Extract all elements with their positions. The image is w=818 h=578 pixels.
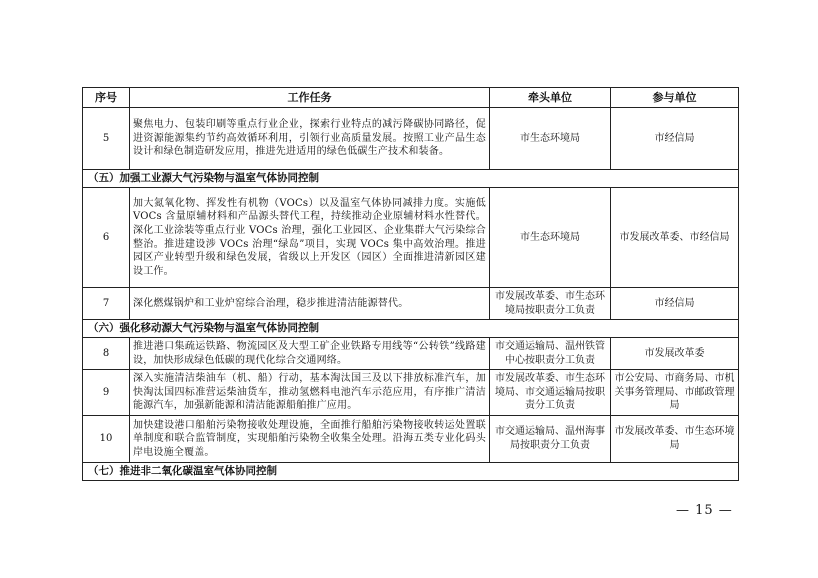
row-lead-unit: 市生态环境局 bbox=[490, 108, 611, 170]
row-task: 推进港口集疏运铁路、物流园区及大型工矿企业铁路专用线等“公转铁”线路建设，加快形成绿色低碳的现代化综合交通网络。 bbox=[130, 338, 490, 370]
row-participating-unit: 市经信局 bbox=[611, 288, 739, 320]
row-lead-unit: 市发展改革委、市生态环境局、市交通运输局按职责分工负责 bbox=[490, 370, 611, 416]
row-task: 深化燃煤锅炉和工业炉窑综合治理，稳步推进清洁能源替代。 bbox=[130, 288, 490, 320]
header-number: 序号 bbox=[83, 88, 130, 108]
section-heading: （六）强化移动源大气污染物与温室气体协同控制 bbox=[83, 320, 739, 338]
row-number: 10 bbox=[83, 416, 130, 463]
table-row bbox=[83, 288, 739, 320]
row-task: 加大氮氧化物、挥发性有机物（VOCs）以及温室气体协同减排力度。实施低 VOCs 含量原辅材料和产品源头替代工程，持续推动企业原辅材料水性替代。深化工业涂装等重点行业 VOCs 治理，强化工业园区、企业集群大气污染综合整治。推进建设涉 VOCs 治理“绿岛”项目，实现 VOCs 集中高效治理。推进园区产业转型升级和绿色发展，省级以上开发区（园区）全面推进清新园区建设工作。 bbox=[130, 188, 490, 288]
table-row bbox=[83, 416, 739, 463]
row-number: 7 bbox=[83, 288, 130, 320]
section-heading-row bbox=[83, 170, 739, 188]
row-participating-unit: 市发展改革委、市生态环境局 bbox=[611, 416, 739, 463]
row-number: 9 bbox=[83, 370, 130, 416]
header-participating-unit: 参与单位 bbox=[611, 88, 739, 108]
row-participating-unit: 市发展改革委 bbox=[611, 338, 739, 370]
row-number: 6 bbox=[83, 188, 130, 288]
table-row bbox=[83, 338, 739, 370]
section-heading-row bbox=[83, 320, 739, 338]
row-lead-unit: 市交通运输局、温州海事局按职责分工负责 bbox=[490, 416, 611, 463]
section-heading-row bbox=[83, 463, 739, 481]
row-lead-unit: 市发展改革委、市生态环境局按职责分工负责 bbox=[490, 288, 611, 320]
table-header-row bbox=[83, 88, 739, 108]
row-task: 深入实施清洁柴油车（机、船）行动，基本淘汰国三及以下排放标准汽车，加快淘汰国四标准营运柴油货车，推动氢燃料电池汽车示范应用，有序推广清洁能源汽车，加强新能源和清洁能源船舶推广应用。 bbox=[130, 370, 490, 416]
row-number: 5 bbox=[83, 108, 130, 170]
row-lead-unit: 市交通运输局、温州铁管中心按职责分工负责 bbox=[490, 338, 611, 370]
table-row bbox=[83, 188, 739, 288]
header-lead-unit: 牵头单位 bbox=[490, 88, 611, 108]
row-number: 8 bbox=[83, 338, 130, 370]
section-heading: （七）推进非二氧化碳温室气体协同控制 bbox=[83, 463, 739, 481]
table-row bbox=[83, 370, 739, 416]
header-task: 工作任务 bbox=[130, 88, 490, 108]
row-participating-unit: 市发展改革委、市经信局 bbox=[611, 188, 739, 288]
page-number: — 15 — bbox=[676, 503, 733, 518]
row-participating-unit: 市公安局、市商务局、市机关事务管理局、市邮政管理局 bbox=[611, 370, 739, 416]
row-task: 聚焦电力、包装印刷等重点行业企业，探索行业特点的减污降碳协同路径，促进资源能源集约节约高效循环利用，引领行业高质量发展。按照工业产品生态设计和绿色制造研发应用，推进先进适用的绿色低碳生产技术和装备。 bbox=[130, 108, 490, 170]
task-table bbox=[82, 87, 739, 481]
row-task: 加快建设港口船舶污染物接收处理设施，全面推行船舶污染物接收转运处置联单制度和联合监管制度，实现船舶污染物全收集全处理。沿海五类专业化码头岸电设施全覆盖。 bbox=[130, 416, 490, 463]
row-participating-unit: 市经信局 bbox=[611, 108, 739, 170]
table-row bbox=[83, 108, 739, 170]
section-heading: （五）加强工业源大气污染物与温室气体协同控制 bbox=[83, 170, 739, 188]
row-lead-unit: 市生态环境局 bbox=[490, 188, 611, 288]
